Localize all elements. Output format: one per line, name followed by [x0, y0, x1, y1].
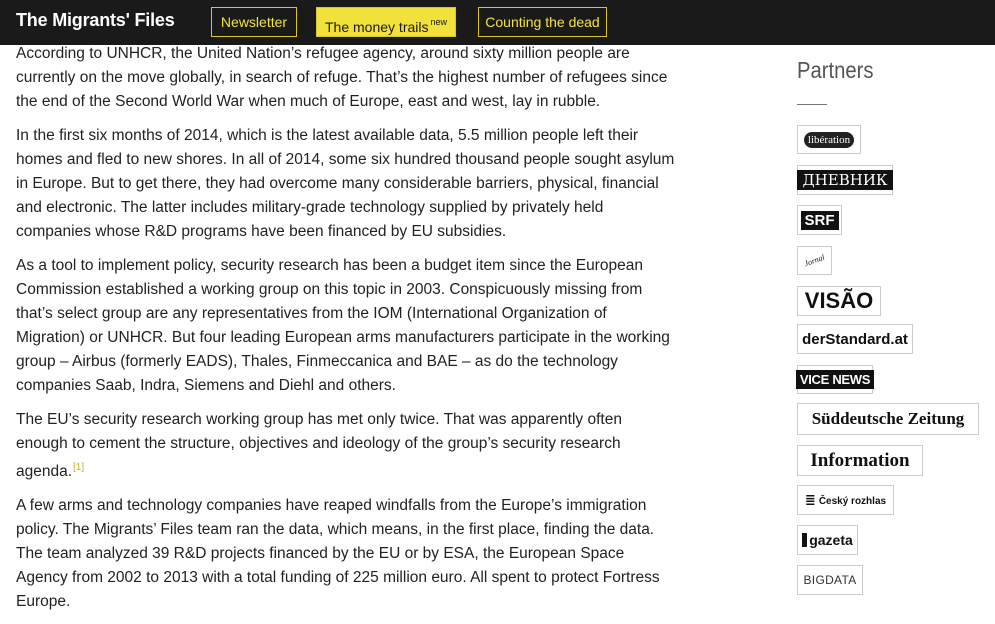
srf-logo-text: SRF [801, 211, 839, 230]
visao-logo-text: VISÃO [804, 288, 874, 313]
new-badge: new [430, 17, 447, 27]
newsletter-label: Newsletter [220, 14, 288, 30]
top-navigation-bar [0, 0, 995, 45]
counting-the-dead-label: Counting the dead [485, 14, 600, 30]
cesky-rozhlas-logo-text: Český rozhlas [818, 496, 887, 507]
cesky-rozhlas-logo-group [805, 492, 886, 508]
partner-logo-liberation[interactable] [797, 125, 861, 154]
counting-the-dead-button[interactable] [478, 7, 607, 37]
money-trails-tab[interactable] [316, 7, 456, 37]
vicenews-logo-text: VICE NEWS [796, 370, 874, 389]
bigdata-logo-text: BIGDATA [803, 573, 857, 587]
derstandard-logo-text: derStandard.at [802, 330, 908, 348]
cesky-rozhlas-mark-icon: ≣ [804, 492, 816, 507]
article-paragraph-2: In the first six months of 2014, which is the latest available data, 5.5 million people left their homes and fled to new shores. In all of 2014, some six hundred thousand people sought asylum in Europe. But to get there, they had overcome many considerable barriers, physical, financial and electronic. The latter includes military-grade technology supplied by privately held companies whose R&D programs have been financed by EU subsidies. [16, 127, 675, 240]
partner-logo-sueddeutsche[interactable] [797, 403, 979, 435]
liberation-logo-text: libération [804, 132, 854, 148]
footnote-link[interactable]: [1] [73, 462, 85, 473]
partner-logo-bigdata[interactable] [797, 565, 863, 595]
partner-logo-derstandard[interactable] [797, 324, 913, 354]
article-paragraph-4 [16, 408, 676, 484]
jornal-logo-text: Jornal [803, 252, 826, 269]
partner-logo-information[interactable] [797, 445, 923, 476]
information-logo-text: Information [810, 449, 910, 471]
partners-heading: Partners [797, 57, 874, 83]
partners-divider [797, 104, 827, 105]
partner-logo-cesky-rozhlas[interactable] [797, 485, 894, 515]
dnevnik-logo-text: ДНЕВНИК [797, 170, 892, 190]
gazeta-logo-text: gazeta [809, 532, 853, 548]
partner-logo-vicenews[interactable] [797, 365, 873, 394]
partner-logo-dnevnik[interactable] [797, 165, 893, 195]
partner-logo-visao[interactable] [797, 286, 881, 316]
partner-logo-srf[interactable] [797, 205, 842, 235]
partner-logo-jornal[interactable] [797, 246, 832, 275]
money-trails-label: The money trails [325, 19, 429, 35]
site-title[interactable]: The Migrants' Files [16, 10, 175, 30]
gazeta-logo-group [802, 532, 853, 548]
gazeta-mark-icon [802, 533, 807, 547]
partner-logo-gazeta[interactable] [797, 525, 858, 555]
newsletter-button[interactable] [211, 7, 297, 37]
sueddeutsche-logo-text: Süddeutsche Zeitung [811, 409, 965, 428]
article-paragraph-5: A few arms and technology companies have reaped windfalls from the Europe’s immigration policy. The Migrants’ Files team ran the data, which means, in the first place, finding the data. The team analyzed 39 R&D projects financed by the EU or by ESA, the European Space Agency from 2002 to 2013 with a total funding of 225 million euro. All spent to protect Fortress Europe. [16, 497, 660, 610]
article-paragraph-1: According to UNHCR, the United Nation’s refugee agency, around sixty million people are currently on the move globally, in search of refuge. That’s the highest number of refugees since the end of the Second World War when much of Europe, east and west, lay in rubble. [16, 45, 668, 110]
article-body [16, 42, 676, 624]
article-paragraph-4-text: The EU’s security research working group has met only twice. That was apparently often enough to cement the structure, objectives and ideology of the group’s security research agenda. [16, 411, 622, 480]
article-paragraph-3: As a tool to implement policy, security research has been a budget item since the European Commission established a working group on this topic in 2003. Conspicuously missing from that’s select group are any representatives from the IOM (International Organization of Migration) or UNHCR. But four leading European arms manufacturers participate in the working group – Airbus (formerly EADS), Thales, Finmeccanica and BAE – as do the technology companies Saab, Indra, Siemens and Diehl and others. [16, 257, 670, 394]
